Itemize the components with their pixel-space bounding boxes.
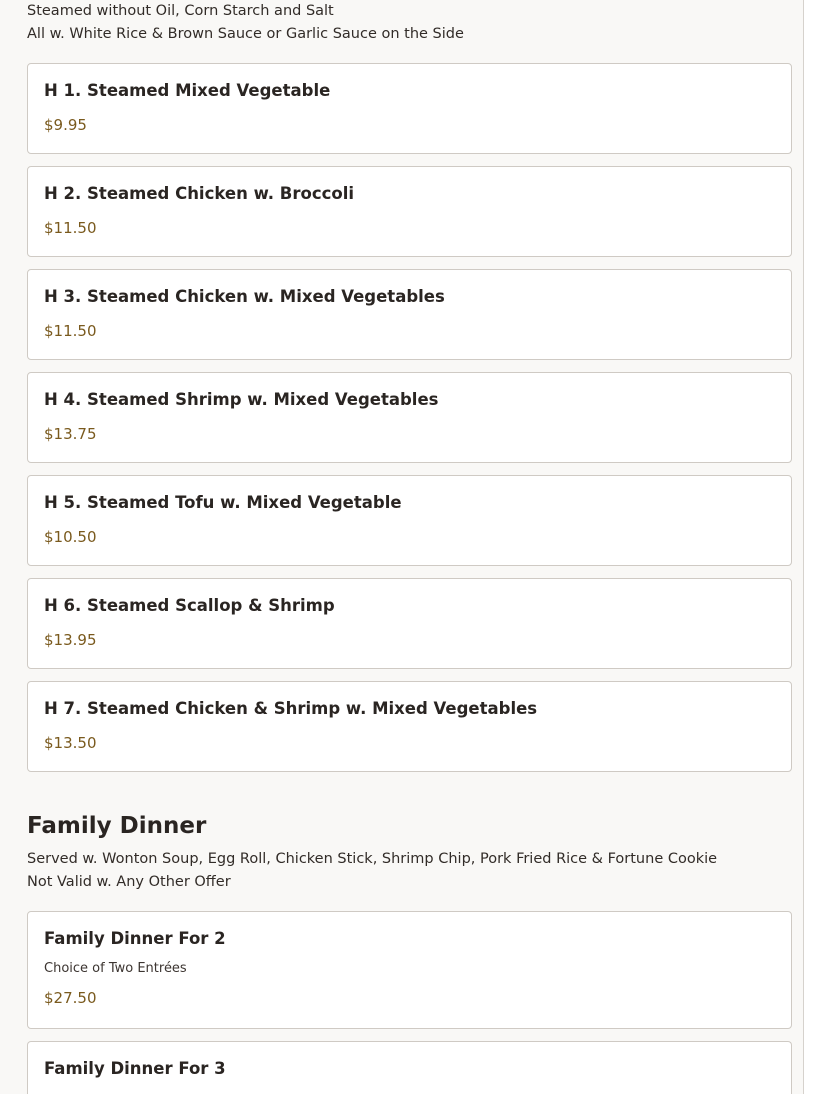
section-note: Served w. Wonton Soup, Egg Roll, Chicken Stick, Shrimp Chip, Pork Fried Rice & Fortune Cookie	[27, 851, 718, 867]
item-price: $9.95	[44, 116, 87, 134]
section-note: All w. White Rice & Brown Sauce or Garlic Sauce on the Side	[27, 26, 464, 42]
item-name: H 5. Steamed Tofu w. Mixed Vegetable	[44, 493, 402, 512]
menu-item-card[interactable]	[27, 911, 792, 1029]
item-name: H 7. Steamed Chicken & Shrimp w. Mixed Vegetables	[44, 699, 538, 718]
item-price: $13.50	[44, 734, 97, 752]
scrollbar-track[interactable]	[804, 0, 824, 1094]
item-name: H 3. Steamed Chicken w. Mixed Vegetables	[44, 287, 445, 306]
item-name: H 1. Steamed Mixed Vegetable	[44, 81, 331, 100]
menu-item-card[interactable]	[27, 1041, 792, 1094]
item-name: H 2. Steamed Chicken w. Broccoli	[44, 184, 355, 203]
menu-item-card[interactable]	[27, 578, 792, 669]
section-note: Not Valid w. Any Other Offer	[27, 874, 231, 890]
item-price: $13.95	[44, 631, 97, 649]
menu-item-card[interactable]	[27, 681, 792, 772]
item-price: $11.50	[44, 219, 97, 237]
menu-item-card[interactable]	[27, 475, 792, 566]
item-name: H 6. Steamed Scallop & Shrimp	[44, 596, 335, 615]
section-note: Steamed without Oil, Corn Starch and Salt	[27, 3, 334, 19]
menu-item-card[interactable]	[27, 269, 792, 360]
item-price: $27.50	[44, 989, 97, 1007]
item-name: Family Dinner For 3	[44, 1059, 226, 1078]
item-description: Choice of Two Entrées	[44, 961, 187, 976]
item-name: Family Dinner For 2	[44, 929, 226, 948]
menu-item-card[interactable]	[27, 166, 792, 257]
section-title-family-dinner: Family Dinner	[27, 813, 207, 839]
steamed-section-description	[27, 0, 464, 46]
item-name: H 4. Steamed Shrimp w. Mixed Vegetables	[44, 390, 439, 409]
menu-item-card[interactable]	[27, 63, 792, 154]
item-price: $11.50	[44, 322, 97, 340]
menu-item-card[interactable]	[27, 372, 792, 463]
item-price: $10.50	[44, 528, 97, 546]
family-dinner-description	[27, 848, 717, 894]
item-price: $13.75	[44, 425, 97, 443]
